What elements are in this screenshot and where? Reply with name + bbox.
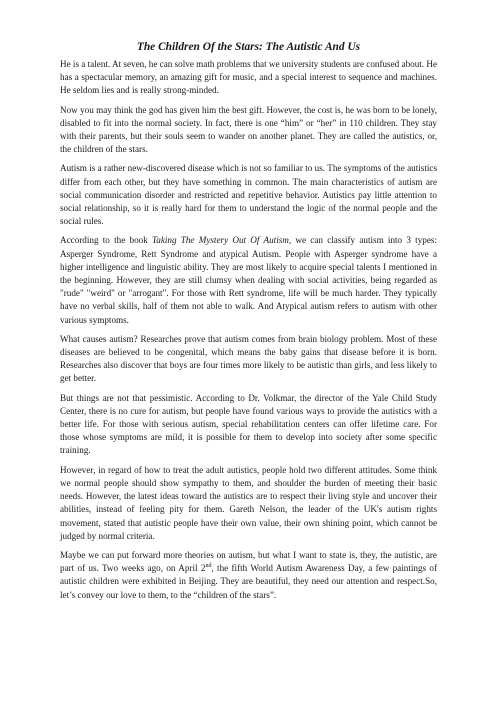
- paragraph-5: What causes autism? Researches prove that autism comes from brain biology problem. Most of these diseases are believed to be congenital, which means the baby gains that disease before it is born. Researches also discover that boys are four times more likely to be autistic than girls, and less likely to get better.: [60, 333, 437, 384]
- paragraph-4-intro: According to the book: [60, 235, 153, 246]
- book-title: Taking The Mystery Out Of Autism: [152, 235, 289, 246]
- paragraph-8-body: , the fifth World Autism Awareness Day, a few paintings of autistic children were exhibited in Beijing. They are beautiful, they need our attention and respect.So, let’s convey our love to them, to the “children of the stars”.: [60, 563, 437, 600]
- ordinal-suffix: nd: [205, 563, 212, 570]
- paragraph-1: He is a talent. At seven, he can solve math problems that we university students are confused about. He has a spectacular memory, an amazing gift for music, and a special interest to sequence and machines. He seldom lies and is really strong-minded.: [60, 59, 437, 96]
- paragraph-4-body: , we can classify autism into 3 types: Asperger Syndrome, Rett Syndrome and atypical Autism. People with Asperger syndrome have a higher intelligence and linguistic ability. They are most likely to acquire special talents I mentioned in the beginning. However, they are still clumsy when dealing with social activities, being regarded as "rude" "weird" or "arrogant". For those with Rett syndrome, life will be much harder. They typically have no verbal skills, half of them not able to walk. And Atypical autism refers to autism with other various symptoms.: [60, 235, 437, 325]
- paragraph-4: [60, 234, 437, 326]
- paragraph-3: Autism is a rather new-discovered disease which is not so familiar to us. The symptoms of the autistics differ from each other, but they have something in common. The main characteristics of autism are social communication disorder and restricted and repetitive behavior. Autistics pay little attention to social relationship, so it is really hard for them to understand the logic of the normal people and the social rules.: [60, 163, 437, 227]
- document-title: The Children Of the Stars: The Autistic And Us: [136, 41, 361, 53]
- paragraph-7: However, in regard of how to treat the adult autistics, people hold two different attitudes. Some think we normal people should show sympathy to them, and shoulder the burden of meeting their basic needs. However, the latest ideas toward the autistics are to respect their living style and uncover their abilities, instead of feeling pity for them. Gareth Nelson, the leader of the UK's autism rights movement, stated that autistic people have their own value, their own shining point, which cannot be judged by normal criteria.: [60, 464, 437, 541]
- paragraph-2: Now you may think the god has given him the best gift. However, the cost is, he was born to be lonely, disabled to fit into the normal society. In fact, there is one “him” or “her” in 110 children. They stay with their parents, but their souls seem to wander on another planet. They are called the autistics, or, the children of the stars.: [60, 104, 437, 155]
- paragraph-8: [60, 549, 437, 602]
- document-page: [60, 40, 437, 608]
- paragraph-8-intro: Maybe we can put forward more theories on autism, but what I want to state is, they, the autistic, are part of us. Two weeks ago, on April 2: [60, 549, 437, 574]
- paragraph-6: But things are not that pessimistic. According to Dr. Volkmar, the director of the Yale Child Study Center, there is no cure for autism, but people have found various ways to provide the autistics with a better life. For those with serious autism, special rehabilitation centers can offer lifetime care. For those whose symptoms are mild, it is possible for them to develop into society after some specific training.: [60, 392, 437, 456]
